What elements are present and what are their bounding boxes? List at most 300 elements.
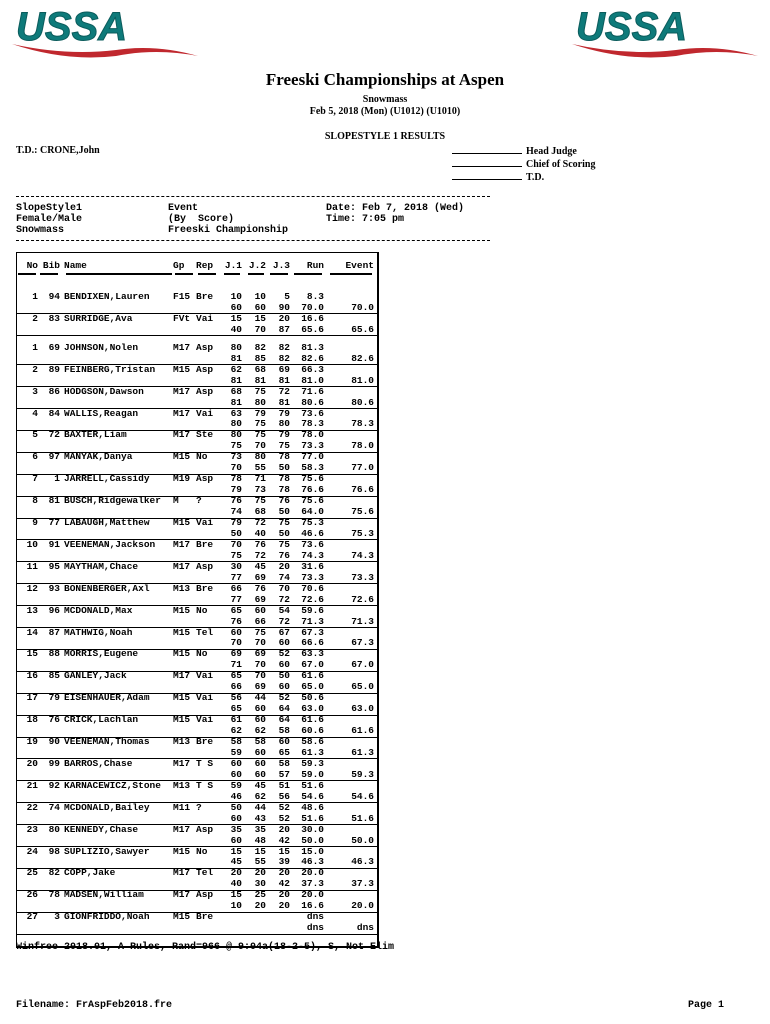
bib: 78 <box>48 889 60 901</box>
rep: Asp <box>196 385 214 397</box>
rank: 25 <box>26 867 38 879</box>
judge-2-score: 69 <box>254 571 266 583</box>
bib: 77 <box>48 517 60 528</box>
judge-3-score: 60 <box>278 736 290 747</box>
judge-3-score: 15 <box>278 845 290 857</box>
run-score: 80.6 <box>301 396 324 408</box>
event-info-right: Date: Feb 7, 2018 (Wed) Time: 7:05 pm <box>326 203 465 225</box>
rep: Bre <box>196 538 214 550</box>
rep: Vai <box>196 714 214 726</box>
run-score: 71.3 <box>301 615 324 627</box>
athlete-name: KENNEDY,Chase <box>64 823 139 835</box>
judge-3-score: 72 <box>278 615 290 627</box>
run-score: 50.6 <box>301 692 324 704</box>
row-divider <box>16 934 377 935</box>
run-score: 58.6 <box>301 736 324 747</box>
rank: 9 <box>32 517 38 528</box>
judge-2-score: 30 <box>254 878 266 890</box>
event-score: 76.6 <box>351 484 374 496</box>
bib: 94 <box>48 291 60 302</box>
judge-2-score: 69 <box>254 593 266 605</box>
judge-3-score: 20 <box>278 560 290 572</box>
event-score: 72.6 <box>351 593 374 605</box>
header-underline <box>66 273 172 275</box>
bib: 96 <box>48 604 60 616</box>
judge-3-score: 78 <box>278 484 290 496</box>
judge-2-score: 58 <box>254 736 266 747</box>
judge-1-score: 62 <box>230 725 242 737</box>
header-underline <box>224 273 240 275</box>
event-score: 78.3 <box>351 418 374 430</box>
athlete-name: LABAUGH,Matthew <box>64 517 150 528</box>
judge-1-score: 78 <box>230 473 242 485</box>
event-score: 81.0 <box>351 374 374 386</box>
run-score: 74.3 <box>301 549 324 561</box>
judge-2-score: 68 <box>254 506 266 518</box>
judge-2-score: 72 <box>254 517 266 528</box>
judge-1-score: 56 <box>230 692 242 704</box>
judge-1-score: 80 <box>230 341 242 353</box>
judge-2-score: 69 <box>254 648 266 660</box>
judge-1-score: 50 <box>230 527 242 539</box>
judge-3-score: 58 <box>278 725 290 737</box>
rank: 13 <box>26 604 38 616</box>
judge-1-score: 60 <box>230 812 242 824</box>
col-header-run: Run <box>306 260 324 271</box>
athlete-name: MCDONALD,Bailey <box>64 801 150 813</box>
rank: 11 <box>26 560 38 572</box>
group: M13 <box>173 779 191 791</box>
event-score: 37.3 <box>351 878 374 890</box>
athlete-name: MAYTHAM,Chace <box>64 560 139 572</box>
venue: Snowmass <box>362 94 408 105</box>
judge-1-score: 79 <box>230 517 242 528</box>
rep: Asp <box>196 560 214 572</box>
judge-3-score: 72 <box>278 593 290 605</box>
judge-2-score: 60 <box>254 757 266 769</box>
group: M13 <box>173 582 191 594</box>
judge-2-score: 75 <box>254 429 266 441</box>
judge-2-score: 45 <box>254 560 266 572</box>
filename: Filename: FrAspFeb2018.fre <box>16 1000 173 1011</box>
rep: Bre <box>196 582 214 594</box>
col-header-event: Event <box>345 260 374 271</box>
event-info-left: SlopeStyle1 Female/Male Snowmass <box>16 203 83 236</box>
judge-1-score: 62 <box>230 363 242 375</box>
judge-1-score: 20 <box>230 867 242 879</box>
rep: Vai <box>196 407 214 419</box>
run-score: 64.0 <box>301 506 324 518</box>
athlete-name: JARRELL,Cassidy <box>64 473 150 485</box>
event-score: 78.0 <box>351 440 374 452</box>
judge-2-score: 35 <box>254 823 266 835</box>
judge-3-score: 76 <box>278 495 290 507</box>
col-header-gp: Gp <box>173 260 185 271</box>
judge-1-score: 35 <box>230 823 242 835</box>
judge-2-score: 75 <box>254 495 266 507</box>
run-score: 63.0 <box>301 703 324 715</box>
judge-3-score: 64 <box>278 703 290 715</box>
rank: 2 <box>32 312 38 324</box>
athlete-name: VEENEMAN,Jackson <box>64 538 156 550</box>
judge-1-score: 63 <box>230 407 242 419</box>
signature-chief-of-scoring: Chief of Scoring <box>452 158 595 170</box>
run-score: 61.6 <box>301 714 324 726</box>
header-underline <box>330 273 372 275</box>
header-underline <box>18 273 36 275</box>
rep: No <box>196 845 208 857</box>
rep: No <box>196 648 208 660</box>
group: FVt <box>173 312 191 324</box>
run-score: 67.0 <box>301 659 324 671</box>
bib: 74 <box>48 801 60 813</box>
rank: 27 <box>26 911 38 923</box>
group: M17 <box>173 341 191 353</box>
run-score: 46.6 <box>301 527 324 539</box>
judge-2-score: 75 <box>254 418 266 430</box>
group: M17 <box>173 823 191 835</box>
rep: Bre <box>196 736 214 747</box>
judge-2-score: 25 <box>254 889 266 901</box>
run-score: 75.3 <box>301 517 324 528</box>
judge-2-score: 43 <box>254 812 266 824</box>
judge-3-score: 78 <box>278 473 290 485</box>
athlete-name: HODGSON,Dawson <box>64 385 144 397</box>
run-score: 50.0 <box>301 834 324 846</box>
judge-1-score: 80 <box>230 418 242 430</box>
judge-3-score: 20 <box>278 312 290 324</box>
judge-1-score: 15 <box>230 312 242 324</box>
judge-2-score: 73 <box>254 484 266 496</box>
event-score: 51.6 <box>351 812 374 824</box>
group: M15 <box>173 517 191 528</box>
judge-3-score: 42 <box>278 834 290 846</box>
run-score: 70.6 <box>301 582 324 594</box>
group: M17 <box>173 407 191 419</box>
athlete-name: GANLEY,Jack <box>64 670 127 682</box>
group: M15 <box>173 451 191 463</box>
judge-1-score: 40 <box>230 878 242 890</box>
bib: 3 <box>54 911 60 923</box>
event-info-middle: Event (By Score) Freeski Championship <box>168 203 289 236</box>
group: M15 <box>173 714 191 726</box>
run-score: 16.6 <box>301 312 324 324</box>
judge-3-score: 75 <box>278 517 290 528</box>
rep: Tel <box>196 626 214 638</box>
run-score: 78.0 <box>301 429 324 441</box>
judge-2-score: 10 <box>254 291 266 302</box>
run-score: 82.6 <box>301 352 324 364</box>
judge-2-score: 80 <box>254 396 266 408</box>
rank: 4 <box>32 407 38 419</box>
svg-text:USSA: USSA <box>576 5 688 49</box>
judge-3-score: 75 <box>278 440 290 452</box>
run-score: 8.3 <box>306 291 324 302</box>
judge-2-score: 60 <box>254 301 266 313</box>
rank: 6 <box>32 451 38 463</box>
run-score: 61.6 <box>301 670 324 682</box>
rep: Asp <box>196 473 214 485</box>
bib: 97 <box>48 451 60 463</box>
ussa-logo-right <box>566 4 766 64</box>
run-score: 37.3 <box>301 878 324 890</box>
judge-3-score: 82 <box>278 352 290 364</box>
judge-2-score: 75 <box>254 626 266 638</box>
judge-1-score: 73 <box>230 451 242 463</box>
header-underline <box>270 273 288 275</box>
event-score: 65.0 <box>351 681 374 693</box>
judge-3-score: 20 <box>278 823 290 835</box>
judge-3-score: 76 <box>278 549 290 561</box>
rep: Vai <box>196 517 214 528</box>
group: M19 <box>173 473 191 485</box>
bib: 89 <box>48 363 60 375</box>
run-score: 58.3 <box>301 462 324 474</box>
judge-1-score: 60 <box>230 834 242 846</box>
bib: 79 <box>48 692 60 704</box>
rep: T S <box>196 757 214 769</box>
rep: No <box>196 604 208 616</box>
judge-1-score: 74 <box>230 506 242 518</box>
rank: 19 <box>26 736 38 747</box>
run-score: 48.6 <box>301 801 324 813</box>
bib: 80 <box>48 823 60 835</box>
judge-3-score: 78 <box>278 451 290 463</box>
judge-3-score: 72 <box>278 385 290 397</box>
event-score: dns <box>356 922 374 934</box>
rank: 17 <box>26 692 38 704</box>
group: M13 <box>173 736 191 747</box>
judge-1-score: 81 <box>230 352 242 364</box>
judge-2-score: 70 <box>254 323 266 335</box>
judge-2-score: 81 <box>254 374 266 386</box>
bib: 90 <box>48 736 60 747</box>
rank: 24 <box>26 845 38 857</box>
judge-3-score: 69 <box>278 363 290 375</box>
bib: 82 <box>48 867 60 879</box>
bib: 84 <box>48 407 60 419</box>
group: M17 <box>173 538 191 550</box>
judge-2-score: 66 <box>254 615 266 627</box>
bib: 85 <box>48 670 60 682</box>
event-score: 63.0 <box>351 703 374 715</box>
rep: Vai <box>196 692 214 704</box>
judge-1-score: 77 <box>230 571 242 583</box>
judge-2-score: 55 <box>254 856 266 868</box>
judge-1-score: 70 <box>230 637 242 649</box>
page-number: Page 1 <box>688 1000 725 1011</box>
run-score: 15.0 <box>301 845 324 857</box>
athlete-name: MATHWIG,Noah <box>64 626 133 638</box>
judge-2-score: 70 <box>254 637 266 649</box>
event-score: 71.3 <box>351 615 374 627</box>
judge-2-score: 70 <box>254 670 266 682</box>
judge-2-score: 20 <box>254 900 266 912</box>
rank: 5 <box>32 429 38 441</box>
athlete-name: KARNACEWICZ,Stone <box>64 779 161 791</box>
judge-3-score: 80 <box>278 418 290 430</box>
group: M15 <box>173 692 191 704</box>
group: M17 <box>173 385 191 397</box>
judge-1-score: 45 <box>230 856 242 868</box>
run-score: 73.3 <box>301 571 324 583</box>
group: M15 <box>173 626 191 638</box>
event-score: 67.3 <box>351 637 374 649</box>
judge-1-score: 69 <box>230 648 242 660</box>
run-score: 66.6 <box>301 637 324 649</box>
judge-2-score: 40 <box>254 527 266 539</box>
judge-1-score: 81 <box>230 374 242 386</box>
judge-3-score: 70 <box>278 582 290 594</box>
judge-3-score: 81 <box>278 374 290 386</box>
judge-1-score: 59 <box>230 779 242 791</box>
bib: 98 <box>48 845 60 857</box>
rep: Asp <box>196 363 214 375</box>
judge-3-score: 5 <box>284 291 290 302</box>
judge-3-score: 81 <box>278 396 290 408</box>
event-score: 59.3 <box>351 768 374 780</box>
divider <box>16 196 490 197</box>
run-score: 65.0 <box>301 681 324 693</box>
judge-2-score: 48 <box>254 834 266 846</box>
judge-1-score: 15 <box>230 845 242 857</box>
athlete-name: EISENHAUER,Adam <box>64 692 150 704</box>
group: F15 <box>173 291 191 302</box>
athlete-name: BARROS,Chase <box>64 757 133 769</box>
rep: Asp <box>196 823 214 835</box>
judge-1-score: 10 <box>230 291 242 302</box>
judge-1-score: 81 <box>230 396 242 408</box>
judge-2-score: 55 <box>254 462 266 474</box>
judge-1-score: 58 <box>230 736 242 747</box>
judge-2-score: 68 <box>254 363 266 375</box>
run-score: 31.6 <box>301 560 324 572</box>
header-underline <box>40 273 58 275</box>
judge-3-score: 58 <box>278 757 290 769</box>
judge-3-score: 74 <box>278 571 290 583</box>
run-score: 30.0 <box>301 823 324 835</box>
judge-2-score: 70 <box>254 659 266 671</box>
judge-2-score: 76 <box>254 582 266 594</box>
rank: 18 <box>26 714 38 726</box>
judge-1-score: 65 <box>230 703 242 715</box>
bib: 91 <box>48 538 60 550</box>
run-score: dns <box>306 922 324 934</box>
header-underline <box>175 273 193 275</box>
athlete-name: BONENBERGER,Axl <box>64 582 150 594</box>
event-score: 46.3 <box>351 856 374 868</box>
group: M17 <box>173 560 191 572</box>
run-score: 65.6 <box>301 323 324 335</box>
run-score: 59.6 <box>301 604 324 616</box>
judge-2-score: 60 <box>254 746 266 758</box>
run-score: 51.6 <box>301 779 324 791</box>
judge-2-score: 76 <box>254 538 266 550</box>
judge-3-score: 87 <box>278 323 290 335</box>
judge-1-score: 30 <box>230 560 242 572</box>
run-score: 75.6 <box>301 495 324 507</box>
results-table <box>16 252 379 948</box>
run-score: 20.0 <box>301 867 324 879</box>
rank: 1 <box>32 341 38 353</box>
technical-delegate: T.D.: CRONE,John <box>16 145 100 156</box>
rank: 14 <box>26 626 38 638</box>
athlete-name: GIONFRIDDO,Noah <box>64 911 150 923</box>
athlete-name: WALLIS,Reagan <box>64 407 139 419</box>
judge-1-score: 75 <box>230 440 242 452</box>
group: M11 <box>173 801 191 813</box>
run-score: 46.3 <box>301 856 324 868</box>
judge-3-score: 50 <box>278 670 290 682</box>
run-score: 59.0 <box>301 768 324 780</box>
judge-2-score: 60 <box>254 703 266 715</box>
rank: 7 <box>32 473 38 485</box>
judge-3-score: 64 <box>278 714 290 726</box>
judge-1-score: 61 <box>230 714 242 726</box>
judge-3-score: 67 <box>278 626 290 638</box>
judge-3-score: 60 <box>278 637 290 649</box>
run-score: 75.6 <box>301 473 324 485</box>
judge-1-score: 70 <box>230 462 242 474</box>
run-score: 20.0 <box>301 889 324 901</box>
event-score: 80.6 <box>351 396 374 408</box>
judge-3-score: 52 <box>278 648 290 660</box>
athlete-name: CRICK,Lachlan <box>64 714 139 726</box>
judge-2-score: 45 <box>254 779 266 791</box>
judge-1-score: 75 <box>230 549 242 561</box>
judge-3-score: 54 <box>278 604 290 616</box>
bib: 93 <box>48 582 60 594</box>
run-score: 78.3 <box>301 418 324 430</box>
event-score: 77.0 <box>351 462 374 474</box>
run-score: 71.6 <box>301 385 324 397</box>
event-score: 75.6 <box>351 506 374 518</box>
event-score: 73.3 <box>351 571 374 583</box>
judge-2-score: 44 <box>254 692 266 704</box>
athlete-name: MADSEN,William <box>64 889 144 901</box>
run-score: 72.6 <box>301 593 324 605</box>
rank: 20 <box>26 757 38 769</box>
judge-2-score: 79 <box>254 407 266 419</box>
bib: 83 <box>48 312 60 324</box>
judge-1-score: 46 <box>230 790 242 802</box>
judge-3-score: 82 <box>278 341 290 353</box>
bib: 87 <box>48 626 60 638</box>
rank: 3 <box>32 385 38 397</box>
event-score: 65.6 <box>351 323 374 335</box>
judge-1-score: 65 <box>230 604 242 616</box>
event-score: 50.0 <box>351 834 374 846</box>
judge-2-score: 70 <box>254 440 266 452</box>
athlete-name: MANYAK,Danya <box>64 451 133 463</box>
run-score: 66.3 <box>301 363 324 375</box>
judge-2-score: 15 <box>254 845 266 857</box>
judge-1-score: 60 <box>230 301 242 313</box>
rank: 21 <box>26 779 38 791</box>
judge-2-score: 60 <box>254 768 266 780</box>
judge-2-score: 20 <box>254 867 266 879</box>
group: M17 <box>173 670 191 682</box>
judge-1-score: 40 <box>230 323 242 335</box>
bib: 99 <box>48 757 60 769</box>
signature-td: T.D. <box>452 171 544 183</box>
col-header-bib: Bib <box>42 260 60 271</box>
signature-head-judge: Head Judge <box>452 145 577 157</box>
event-score: 54.6 <box>351 790 374 802</box>
judge-3-score: 42 <box>278 878 290 890</box>
rank: 8 <box>32 495 38 507</box>
judge-3-score: 20 <box>278 867 290 879</box>
